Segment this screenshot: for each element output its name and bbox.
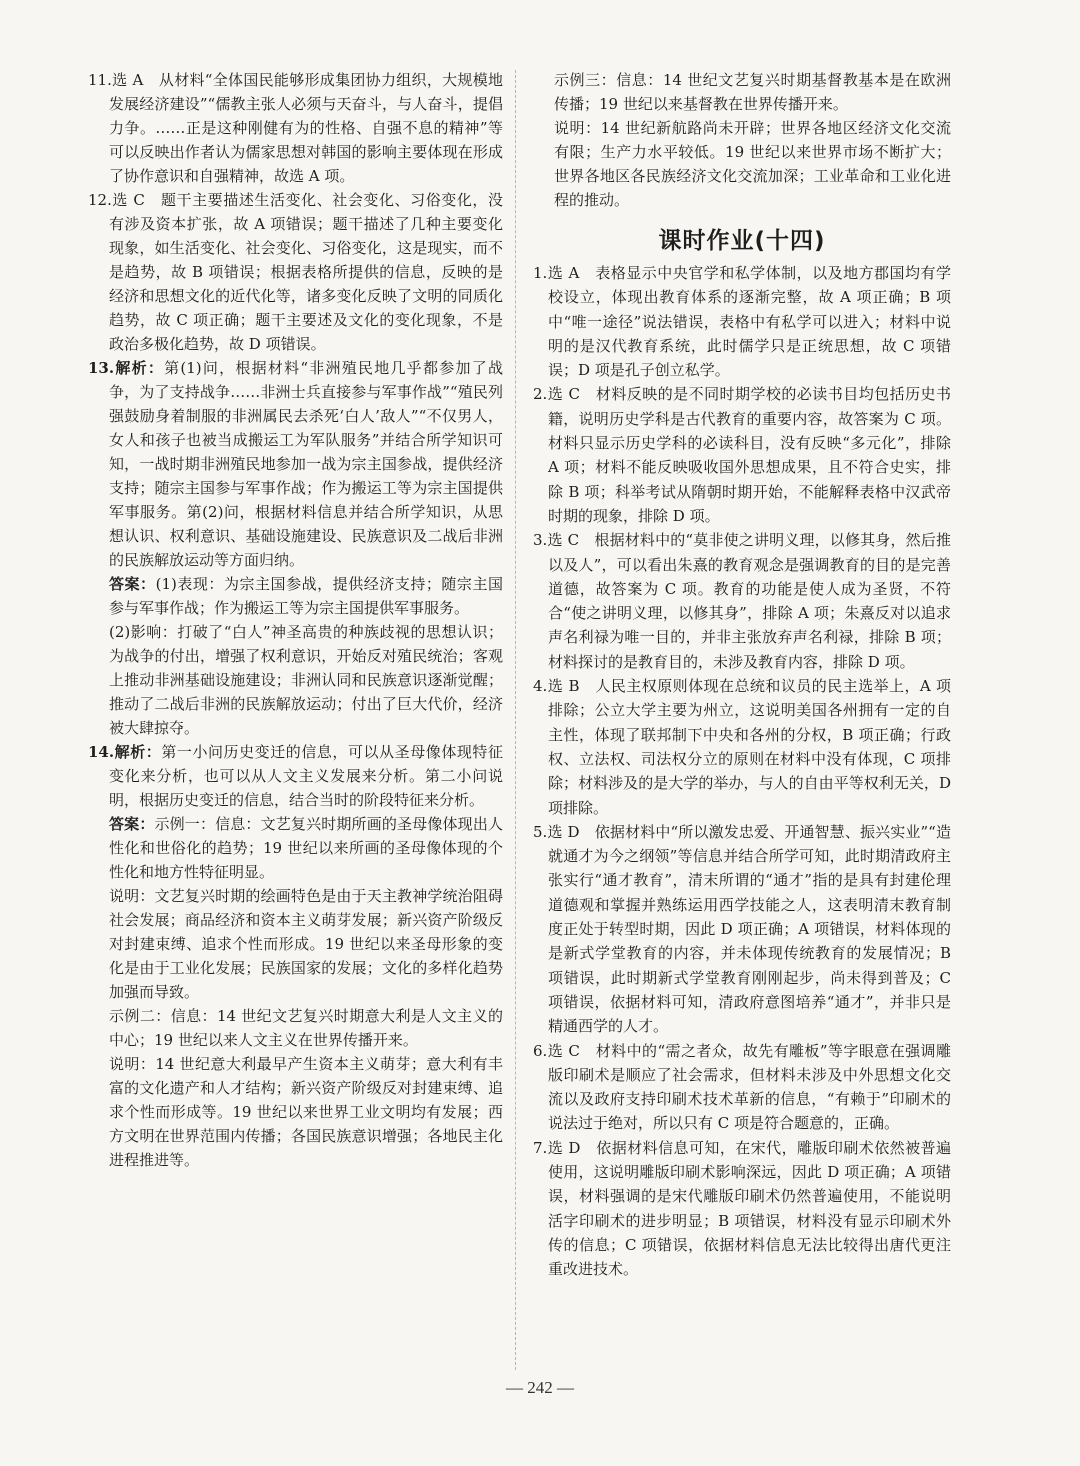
answer-item-2 — [533, 382, 951, 528]
answer-item-4 — [533, 674, 951, 820]
left-column — [88, 68, 503, 1172]
answer-text: 1.选 A 表格显示中央官学和私学体制，以及地方郡国均有学校设立，体现出教育体系的逐渐完整，故 A 项正确；B 项中“唯一途径”说法错误，表格中有私学可以进入；材料中说明的是汉代教育系统，此时儒学只是正统思想，故 C 项错误；D 项是孔子创立私学。 — [533, 264, 951, 380]
answer-text: (2)影响：打破了“白人”神圣高贵的种族歧视的思想认识；为战争的付出，增强了权利意识，开始反对殖民统治；客观上推动非洲基础设施建设；非洲认同和民族意识逐渐觉醒；推动了二战后非洲的民族解放运动；付出了巨大代价，经济被大肆掠夺。 — [109, 623, 503, 737]
analysis-label: 13.解析： — [88, 359, 165, 377]
analysis-text: 第一小问历史变迁的信息，可以从圣母像体现特征变化来分析，也可以从人文主义发展来分析。第二小问说明，根据历史变迁的信息，结合当时的阶段特征来分析。 — [109, 743, 503, 809]
analysis-paragraph — [88, 740, 503, 812]
section-title: 课时作业(十四) — [658, 228, 826, 254]
answer-item-13 — [88, 356, 503, 740]
answer-item-7 — [533, 1136, 951, 1282]
example-text: 示例二：信息：14 世纪文艺复兴时期意大利是人文主义的中心；19 世纪以来人文主义在世界传播开来。 — [109, 1007, 503, 1049]
explanation-text: 说明：14 世纪新航路尚未开辟；世界各地区经济文化交流有限；生产力水平较低。19 世纪以来世界市场不断扩大；世界各地区各民族经济文化交流加深；工业革命和工业化进程的推动。 — [554, 119, 951, 209]
answer-text: 6.选 C 材料中的“需之者众，故先有雕板”等字眼意在强调雕版印刷术是顺应了社会需求，但材料未涉及中外思想文化交流以及政府支持印刷术技术革新的信息，“有赖于”印刷术的说法过于绝对，所以只有 C 项是符合题意的，正确。 — [533, 1041, 951, 1133]
answer-text: 3.选 C 根据材料中的“莫非使之讲明义理，以修其身，然后推以及人”，可以看出朱熹的教育观念是强调教育的目的是完善道德，故答案为 C 项。教育的功能是使人成为圣贤，不符合“使之讲明义理，以修其身”，排除 A 项；朱熹反对以追求声名利禄为唯一目的，并非主张放弃声名利禄，排除 B 项；材料探讨的是教育目的，未涉及教育内容，排除 D 项。 — [533, 531, 951, 671]
answer-item-5 — [533, 820, 951, 1039]
explanation-text: 说明：文艺复兴时期的绘画特色是由于天主教神学统治阻碍社会发展；商品经济和资本主义萌芽发展；新兴资产阶级反对封建束缚、追求个性而形成。19 世纪以来圣母形象的变化是由于工业化发展；民族国家的发展；文化的多样化趋势加强而导致。 — [109, 887, 503, 1001]
answer-text: 12.选 C 题干主要描述生活变化、社会变化、习俗变化，没有涉及资本扩张，故 A 项错误；题干描述了几种主要变化现象，如生活变化、社会变化、习俗变化，这是现实，而不是趋势，故 B 项错误；根据表格所提供的信息，反映的是经济和思想文化的近代化等，诸多变化反映了文明的同质化趋势，故 C 项正确；题干主要述及文化的变化现象，不是政治多极化趋势，故 D 项错误。 — [88, 191, 503, 353]
analysis-text: 第(1)问，根据材料“非洲殖民地几乎都参加了战争，为了支持战争……非洲士兵直接参与军事作战”“殖民列强鼓励身着制服的非洲属民去杀死‘白人’敌人”“不仅男人，女人和孩子也被当成搬运工为军队服务”并结合所学知识可知，一战时期非洲殖民地参加一战为宗主国参战，提供经济支持；随宗主国参与军事作战；作为搬运工等为宗主国提供军事服务。第(2)问，根据材料信息并结合所学知识，从思想认识、权利意识、基础设施建设、民族意识及二战后非洲的民族解放运动等方面归纳。 — [109, 359, 503, 569]
answer-item-1 — [533, 261, 951, 382]
example-text: 示例一：信息：文艺复兴时期所画的圣母像体现出人性化和世俗化的趋势；19 世纪以来所画的圣母像体现的个性化和地方性特征明显。 — [109, 815, 503, 881]
answer-text: (1)表现：为宗主国参战，提供经济支持；随宗主国参与军事作战；作为搬运工等为宗主国提供军事服务。 — [109, 575, 503, 617]
answer-label: 答案： — [109, 575, 156, 593]
example-text: 示例三：信息：14 世纪文艺复兴时期基督教基本是在欧洲传播；19 世纪以来基督教在世界传播开来。 — [554, 71, 951, 113]
answer-item-11 — [88, 68, 503, 188]
answer-text: 7.选 D 依据材料信息可知，在宋代，雕版印刷术依然被普遍使用，这说明雕版印刷术影响深远，因此 D 项正确；A 项错误，材料强调的是宋代雕版印刷术仍然普遍使用，不能说明活字印刷术的进步明显；B 项错误，材料没有显示印刷术外传的信息；C 项错误，依据材料信息无法比较得出唐代更注重改进技术。 — [533, 1138, 951, 1279]
answer-item-14-continued — [533, 68, 951, 212]
analysis-paragraph — [88, 356, 503, 572]
answer-paragraph — [88, 572, 503, 620]
analysis-label: 14.解析： — [88, 743, 162, 761]
answer-text: 4.选 B 人民主权原则体现在总统和议员的民主选举上，A 项排除；公立大学主要为州立，这说明美国各州拥有一定的自主性，体现了联邦制下中央和各州的分权，B 项正确；行政权、立法权、司法权分立的原则在材料中没有体现，C 项排除；材料涉及的是大学的举办，与人的自由平等权利无关，D 项排除。 — [533, 677, 951, 817]
answer-item-12 — [88, 188, 503, 356]
page-number: — 242 — — [506, 1378, 574, 1397]
right-column — [533, 68, 951, 1281]
answer-item-3 — [533, 528, 951, 674]
answer-text: 11.选 A 从材料“全体国民能够形成集团协力组织，大规模地发展经济建设”“儒教主张人必须与天奋斗，与人奋斗，提倡力争。……正是这种刚健有为的性格、自强不息的精神”等可以反映出作者认为儒家思想对韩国的影响主要体现在形成了协作意识和自强精神，故选 A 项。 — [88, 71, 503, 185]
explanation-text: 说明：14 世纪意大利最早产生资本主义萌芽；意大利有丰富的文化遗产和人才结构；新兴资产阶级反对封建束缚、追求个性而形成等。19 世纪以来世界工业文明均有发展；西方文明在世界范围内传播；各国民族意识增强；各地民主化进程推进等。 — [109, 1055, 503, 1169]
answer-text: 5.选 D 依据材料中“所以激发忠爱、开通智慧、振兴实业”“造就通才为今之纲领”等信息并结合所学可知，此时期清政府主张实行“通才教育”，清末所谓的“通才”指的是具有封建伦理道德观和掌握并熟练运用西学技能之人，这表明清末教育制度正处于转型时期，因此 D 项正确；A 项错误，材料体现的是新式学堂教育的内容，并未体现传统教育的发展情况；B 项错误，此时期新式学堂教育刚刚起步，尚未得到普及；C 项错误，依据材料可知，清政府意图培养“通才”，并非只是精通西学的人才。 — [533, 822, 951, 1036]
answer-item-14 — [88, 740, 503, 1172]
answer-label: 答案： — [109, 815, 155, 833]
answer-paragraph — [88, 812, 503, 884]
answer-item-6 — [533, 1039, 951, 1136]
answer-text: 2.选 C 材料反映的是不同时期学校的必读书目均包括历史书籍，说明历史学科是古代教育的重要内容，故答案为 C 项。材料只显示历史学科的必读科目，没有反映“多元化”，排除 A 项；材料不能反映吸收国外思想成果，且不符合史实，排除 B 项；科举考试从隋朝时期开始，不能解释表格中汉武帝时期的现象，排除 D 项。 — [533, 385, 951, 525]
column-divider — [515, 70, 516, 1370]
